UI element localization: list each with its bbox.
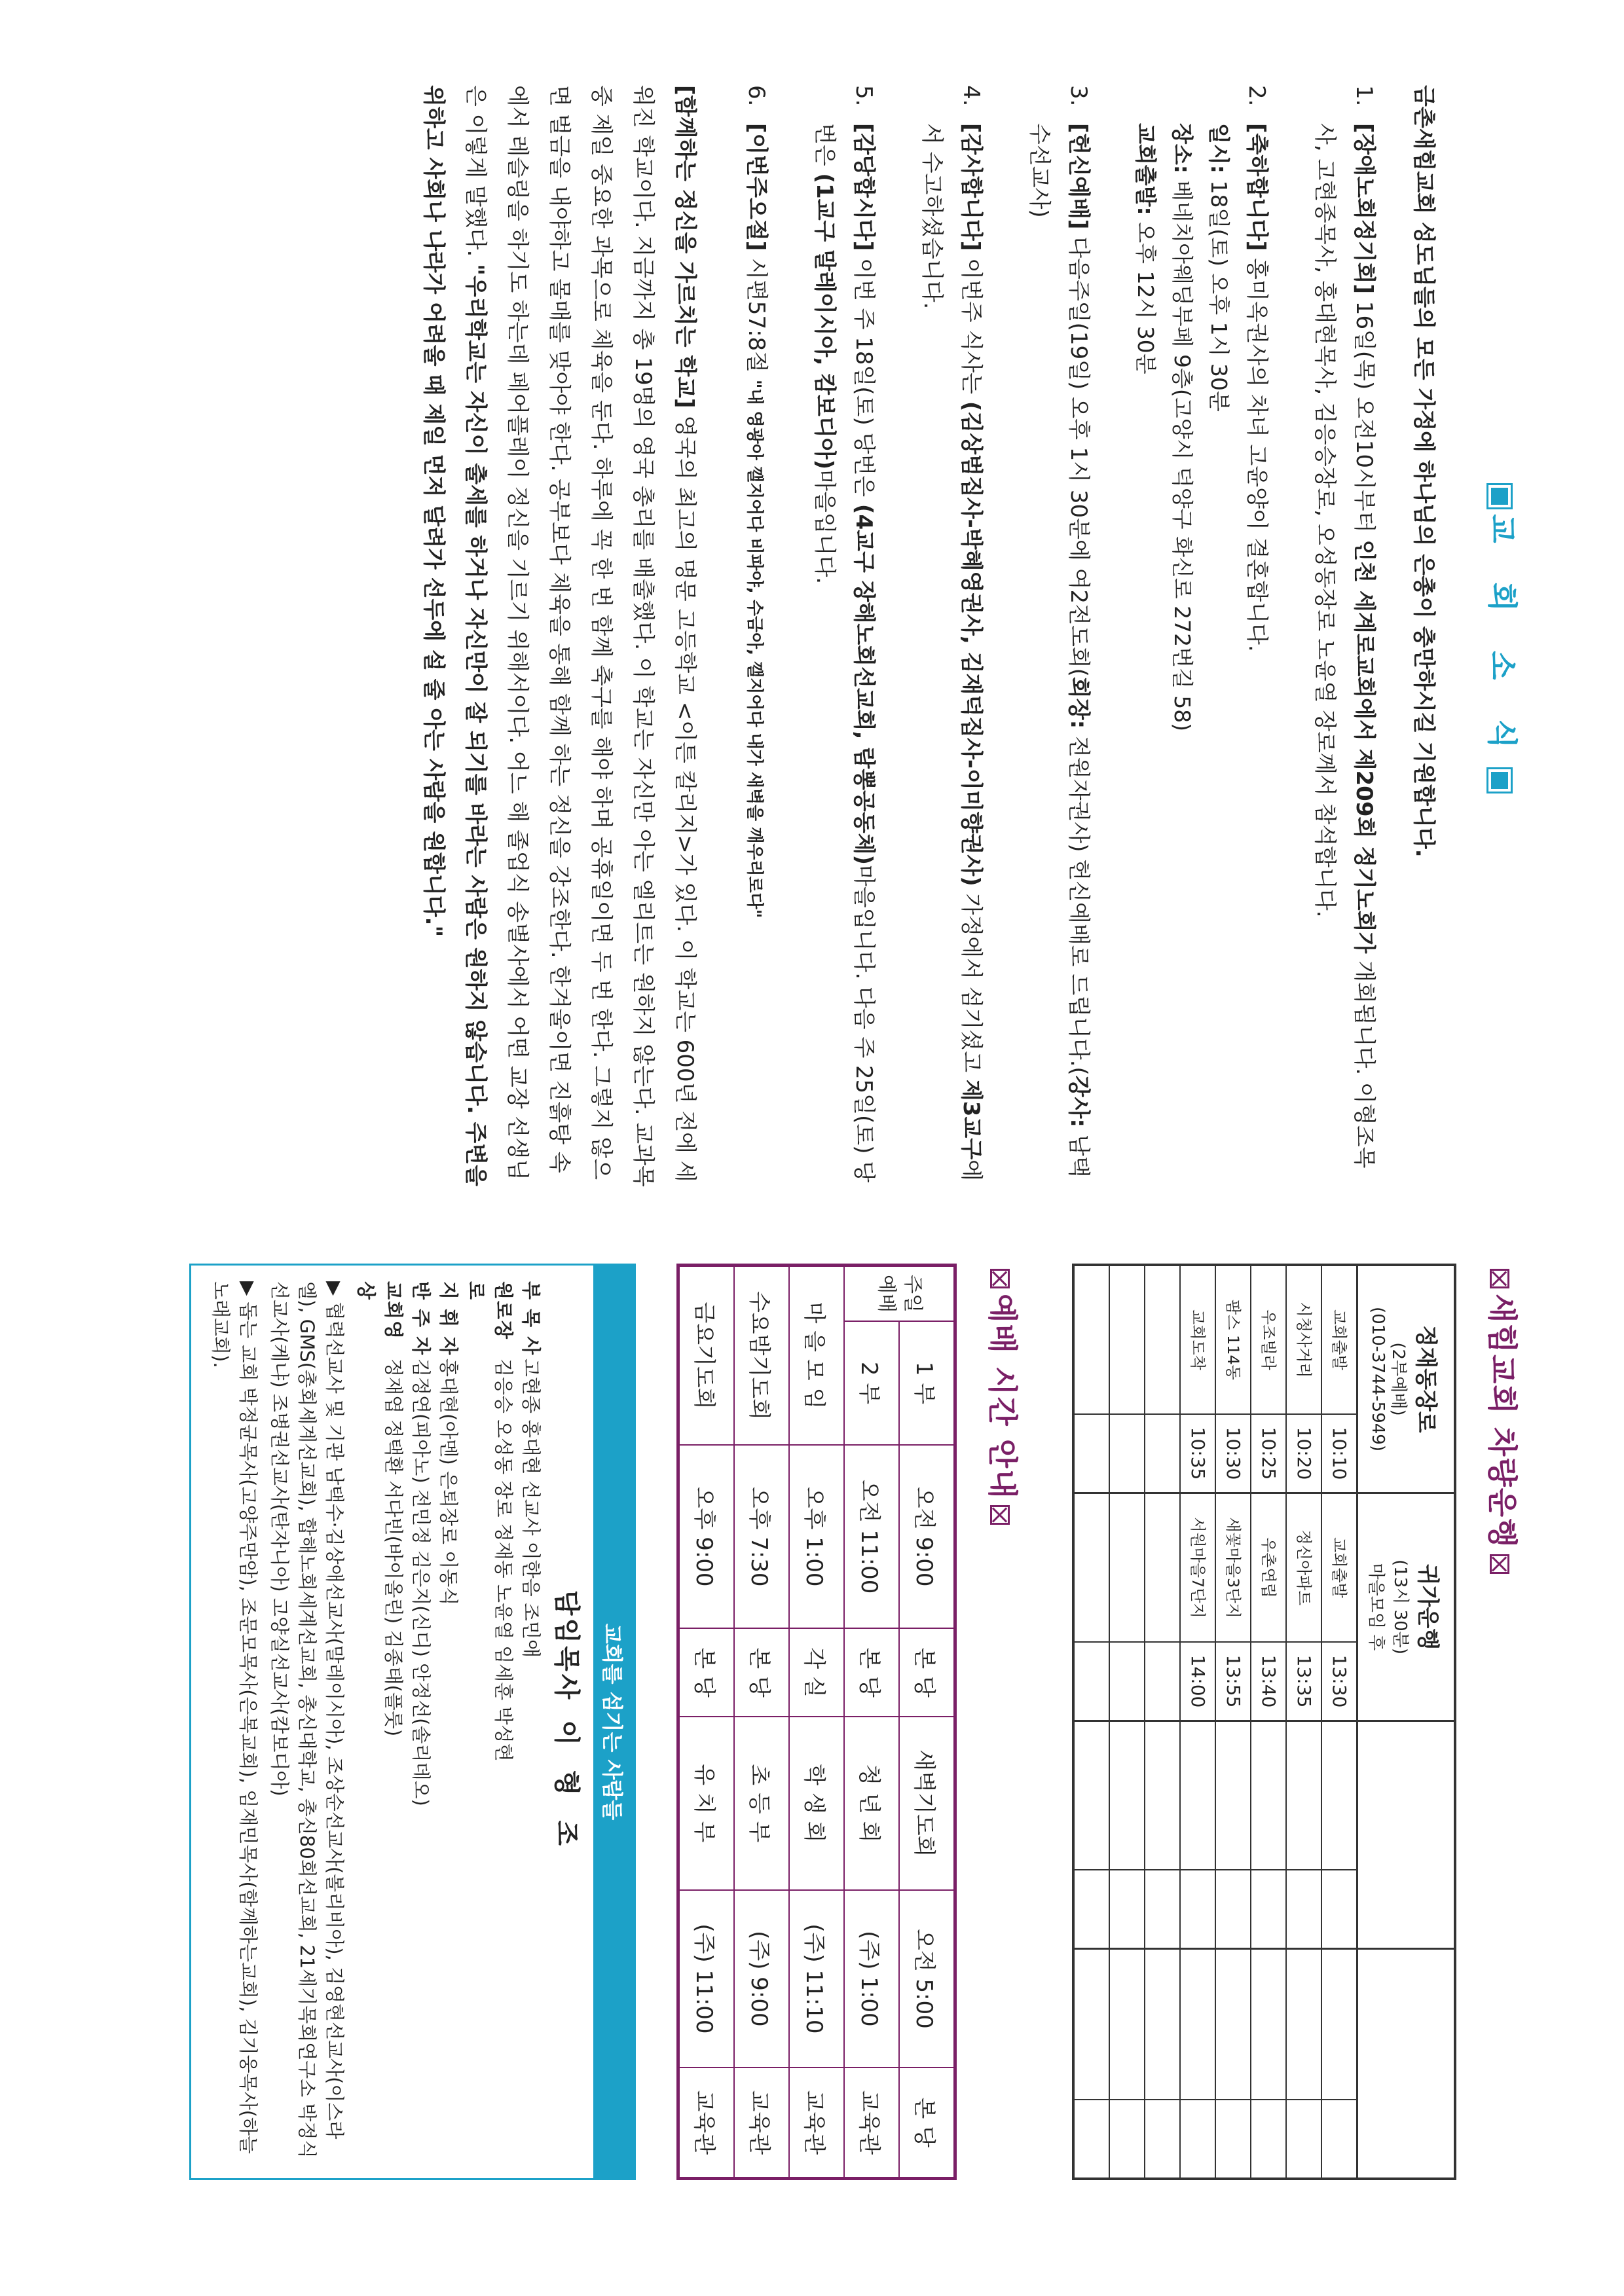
bus-title: 새힘교회 차량운행: [1483, 1264, 1526, 2180]
worship-cell: 금요기도회: [678, 1266, 735, 1445]
minister-row: 지 휘 자 홍대현(아멘) 은퇴장로 이동식: [437, 1281, 460, 1606]
news-intro: 금촌새힘교회 성도님들의 모든 가정에 하나님의 은총이 충만하시길 기원합니다.: [1411, 85, 1437, 858]
worship-cell: 오전 5:00: [899, 1890, 955, 2068]
worship-cell: 오후 7:30: [734, 1445, 789, 1628]
news-item-5: 5. [감당합시다] 이번 주 18일(토) 당번은 (4교구 장해노회선교회, 람뽕공동체)마을입니다. 다음 주 25일(토) 당번은 (1교구 말레이시아, 캄보디아)마을입니다.: [811, 85, 877, 1183]
bus-station: [1287, 1950, 1321, 2100]
partner-missions: ▶ 협력선교사 및 기관 남택수·김상애선교사(말레이시아), 조상순선교사(볼리비아), 김영현선교사(이스라엘), GMS(총회세계선교회), 합해노회세계선교회, 총신대학교, 총신80회선교회, 21세기목회연구소 박정식선교사(케냐) 조병권선교사(탄자니아) 고양실선교사(캄보디아): [268, 1281, 346, 2159]
worship-cell: (주) 11:10: [789, 1890, 844, 2068]
bus-station: 팜스 114동: [1216, 1266, 1250, 1415]
square-icon: [1489, 769, 1511, 792]
bus-time: [1287, 1870, 1321, 1948]
bus-station: [1216, 1722, 1250, 1870]
worship-cell: 교육관: [844, 2068, 899, 2179]
bus-station: [1110, 1950, 1144, 2100]
bus-time: [1181, 1870, 1215, 1948]
worship-cell: 오후 9:00: [678, 1445, 735, 1628]
bus-row: [1144, 1950, 1179, 2178]
minister-row: 교회영상 정재엽 정택환 서다빈(바이올린) 김종태(플룻): [355, 1281, 405, 1737]
minister-row: 반 주 자 김정연(피아노) 전민정 김은지(신디) 안정선(솔리데오): [410, 1281, 432, 1806]
bus-time: [1216, 1870, 1250, 1948]
bus-time: [1145, 1870, 1179, 1948]
bus-time: 10:10: [1329, 1427, 1350, 1480]
worship-row: [678, 1266, 735, 2179]
bus-station: [1110, 1494, 1144, 1643]
bus-station: [1216, 1950, 1250, 2100]
square-icon: [1489, 485, 1511, 507]
bus-station: [1145, 1266, 1179, 1415]
right-panel: [189, 1264, 1526, 2180]
bus-row: [1285, 1950, 1321, 2178]
worship-cell: 새벽기도회: [899, 1717, 955, 1890]
cross-box-icon: [991, 1269, 1010, 1288]
bus-row: [1075, 1722, 1109, 1948]
bus-time: 10:35: [1187, 1427, 1209, 1480]
worship-cell: 청 년 회: [844, 1717, 899, 1890]
bus-time: 13:35: [1293, 1654, 1315, 1708]
cross-box-icon: [1490, 1269, 1510, 1288]
bus-time: 10:30: [1223, 1427, 1244, 1480]
worship-cell: 수요밤기도회: [734, 1266, 789, 1445]
worship-cell: (주) 9:00: [734, 1890, 789, 2068]
bus-station: [1181, 1722, 1215, 1870]
bus-row: [1321, 1494, 1356, 1720]
bus-station: [1251, 1950, 1285, 2100]
worship-title: 예배 시간 안내: [983, 1264, 1026, 2180]
bus-time: [1181, 2100, 1215, 2178]
church-news-section: [413, 85, 1526, 1192]
sunday-worship-label: 주일 예배: [844, 1266, 955, 1322]
bus-row: [1075, 1266, 1109, 1492]
bus-row: [1321, 1266, 1356, 1492]
worship-cell: 본 당: [734, 1628, 789, 1717]
bus-time: [1287, 2100, 1321, 2178]
worship-cell: (주) 11:00: [678, 1890, 735, 2068]
worship-cell: 학 생 회: [789, 1717, 844, 1890]
bus-station: [1110, 1722, 1144, 1870]
bus-station: [1287, 1722, 1321, 1870]
bus-time: [1075, 1643, 1109, 1720]
bus-column-header: [1356, 1950, 1454, 2178]
bus-time: [1322, 1870, 1356, 1948]
bus-row: [1215, 1494, 1250, 1720]
bus-row: [1109, 1950, 1144, 2178]
bus-station: 우조빌라: [1251, 1266, 1285, 1415]
bus-row: [1179, 1950, 1215, 2178]
bus-time: [1110, 2100, 1144, 2178]
worship-row: [899, 1266, 955, 2179]
bus-station: 서원마을7단지: [1181, 1494, 1215, 1643]
bus-column: [1075, 1266, 1454, 1494]
news-title: 교 회 소 식: [1483, 85, 1526, 1192]
bus-station: [1110, 1266, 1144, 1415]
news-item-6: 6. [이번주오절] 시편57:8절 "내 영광아 깰지어다 비파야, 수금아, 깰지어다 내가 새벽을 깨우리로다": [743, 85, 769, 919]
bus-time: [1110, 1643, 1144, 1720]
worship-cell: (주) 1:00: [844, 1890, 899, 2068]
worship-row: [734, 1266, 789, 2179]
bus-station: 우촌연립: [1251, 1494, 1285, 1643]
bus-row: [1250, 1950, 1285, 2178]
news-item-3: 3. [헌신예배] 다음주일(19일) 오후 1시 30분에 여2전도회(회장: 전원자권사) 헌신예배로 드립니다.(강사: 남택수선교사): [1026, 85, 1092, 1178]
bus-time: 13:30: [1329, 1654, 1350, 1708]
bus-column-header: 귀가운행 (13시 30분) 마을모임 후: [1356, 1494, 1454, 1720]
bus-row: [1215, 1722, 1250, 1948]
bus-schedule-grid: [1072, 1264, 1456, 2180]
bus-time: [1110, 1415, 1144, 1492]
worship-cell: 본 당: [678, 1628, 735, 1717]
news-item-1: 1. [장애노회정기회] 16일(목) 오전10시부터 인천 세계로교회에서 제209회 정기노회가 개회됩니다. 이형조목사, 고현종목사, 홍대현목사, 김응승장로, 오성동장로 노윤열 장로께서 참석합니다.: [1312, 85, 1377, 1169]
bus-row: [1144, 1722, 1179, 1948]
bus-time: [1322, 2100, 1356, 2178]
bus-station: [1145, 1494, 1179, 1643]
bus-column: [1075, 1722, 1454, 1950]
bus-row: [1285, 1494, 1321, 1720]
worship-cell: 초 등 부: [734, 1717, 789, 1890]
worship-cell: 교육관: [678, 2068, 735, 2179]
bus-station: 새꽃마을3단지: [1216, 1494, 1250, 1643]
bus-row: [1285, 1722, 1321, 1948]
article: [413, 85, 706, 1192]
worship-cell: 오전 9:00: [899, 1445, 955, 1628]
bus-row: [1321, 1950, 1356, 2178]
bus-row: [1179, 1494, 1215, 1720]
worship-row: [844, 1266, 899, 2179]
bus-time: [1251, 2100, 1285, 2178]
worship-cell: 1 부: [899, 1321, 955, 1445]
bus-row: [1321, 1722, 1356, 1948]
bus-time: 13:55: [1223, 1654, 1244, 1708]
worship-cell: 2 부: [844, 1321, 899, 1445]
bus-row: [1215, 1950, 1250, 2178]
bus-row: [1250, 1266, 1285, 1492]
bus-row: [1144, 1494, 1179, 1720]
bus-row: [1285, 1266, 1321, 1492]
bus-row: [1250, 1722, 1285, 1948]
article-quote: "우리학교는 자신이 출세를 하거나 자신만이 잘 되기를 바라는 사람은 원하지 않습니다. 주변을 위하고 사회나 나라가 어려울 때 제일 먼저 달려가 선두에 설 줄 아는 사람을 원합니다.": [420, 85, 489, 1187]
bus-time: [1216, 2100, 1250, 2178]
worship-cell: 오후 1:00: [789, 1445, 844, 1628]
worship-cell: 본 당: [899, 1628, 955, 1717]
worship-cell: 각 실: [789, 1628, 844, 1717]
bus-station: [1322, 1950, 1356, 2100]
bus-station: [1181, 1950, 1215, 2100]
bus-station: [1075, 1494, 1109, 1643]
bus-row: [1109, 1266, 1144, 1492]
worship-cell: 마 을 모 임: [789, 1266, 844, 1445]
senior-pastor: 담임목사 이 형 조: [551, 1590, 581, 1854]
article-heading: [함께하는 정신을 가르치는 학교]: [672, 85, 698, 409]
bus-station: [1075, 1266, 1109, 1415]
bus-row: [1109, 1722, 1144, 1948]
worship-row: [789, 1266, 844, 2179]
bus-column: [1075, 1494, 1454, 1722]
cross-box-icon: [1490, 1554, 1510, 1574]
worship-cell: 본 당: [899, 2068, 955, 2179]
bus-station: [1075, 1722, 1109, 1870]
cross-box-icon: [991, 1505, 1010, 1525]
bus-time: [1075, 2100, 1109, 2178]
bus-time: 13:40: [1258, 1654, 1280, 1708]
worship-table: [676, 1264, 957, 2180]
bus-time: [1145, 1643, 1179, 1720]
bus-station: [1251, 1722, 1285, 1870]
bus-time: [1110, 1870, 1144, 1948]
minister-row: 부 목 사 고현종 홍대현 선교사 이한음 조민애: [520, 1281, 542, 1658]
worship-cell: 교육관: [789, 2068, 844, 2179]
news-item-2: 2. [축하합니다] 홍미옥권사의 차녀 고윤양이 결혼합니다. 일시: 18일(토) 오후 1시 30분 장소: 베네치아웨딩부페 9층(고양시 덕양구 화신로 272번길 58) 교회출발: 오후 12시 30분: [1133, 85, 1270, 732]
worship-cell: 본 당: [844, 1628, 899, 1717]
bus-row: [1075, 1950, 1109, 2178]
bus-row: [1144, 1266, 1179, 1492]
bus-time: [1075, 1415, 1109, 1492]
bus-time: [1145, 1415, 1179, 1492]
article-body: 영국의 최고의 명문 고등학교 <이튼 칼리지>가 있다. 이 학교는 600년 전에 세워진 학교이다. 지금까지 총 19명의 영국 총리를 배출했다. 이 학교는 자신만 아는 엘리트는 원하지 않는다. 교과목 중 제일 중요한 과목으로 체육을 둔다. 하루에 꼭 한 번 함께 축구를 해야 하며 공휴일이면 두 번 한다. 그렇지 않으면 벌금을 내야하고 몰매를 맞아야 한다. 공부보다 체육을 통해 함께 하는 정신을 강조한다. 한겨울이면 진흙탕 속에서 레슬링을 하기도 하는데 페어플레이 정신을 기르기 위해서이다. 어느 해 졸업식 송별사에서 어떤 교장 선생님은 이렇게 말했다.: [462, 85, 698, 1187]
bus-station: 교회출발: [1322, 1494, 1356, 1643]
worship-cell: 유 치 부: [678, 1717, 735, 1890]
bus-station: 정신아파트: [1287, 1494, 1321, 1643]
bus-station: [1145, 1950, 1179, 2100]
bus-row: [1179, 1266, 1215, 1492]
worship-cell: 오전 11:00: [844, 1445, 899, 1628]
bus-column-header: 정재동장로 (2부예배) (010-3744-5949): [1356, 1266, 1454, 1492]
ministers-bar: 교회를 섬기는 사람들: [593, 1266, 634, 2178]
bus-row: [1215, 1266, 1250, 1492]
bus-time: [1145, 2100, 1179, 2178]
bus-column-header: [1356, 1722, 1454, 1948]
bus-row: [1109, 1494, 1144, 1720]
bus-time: 14:00: [1187, 1654, 1209, 1708]
worship-cell: 교육관: [734, 2068, 789, 2179]
bus-station: [1075, 1950, 1109, 2100]
ministers-box: [189, 1264, 636, 2180]
supporting-churches: ▶ 돕는 교회 박정균목사(고양주만암), 조문모목사(은복교회), 임재민목사(함께하는교회), 김기웅목사(하늘노래교회).: [210, 1281, 259, 2155]
bus-station: [1322, 1722, 1356, 1870]
news-item-4: 4. [감사합니다] 이번주 식사는 (김상범집사-박혜영권사, 김재덕집사-이미향권사) 가정에서 섬기셨고 제3교구에서 수고하셨습니다.: [919, 85, 984, 1181]
bus-station: 시청사거리: [1287, 1266, 1321, 1415]
bus-station: 교회도착: [1181, 1266, 1215, 1415]
bus-time: 10:20: [1293, 1427, 1315, 1480]
bus-station: 교회출발: [1322, 1266, 1356, 1415]
bus-row: [1179, 1722, 1215, 1948]
bus-station: [1145, 1722, 1179, 1870]
bus-time: [1251, 1870, 1285, 1948]
bus-time: 10:25: [1258, 1427, 1280, 1480]
bus-time: [1075, 1870, 1109, 1948]
minister-row: 원로장로 김응승 오성동 장로 정재동 노윤열 임세훈 박성현: [465, 1281, 515, 1762]
bus-row: [1075, 1494, 1109, 1720]
bus-row: [1250, 1494, 1285, 1720]
bus-column: [1075, 1950, 1454, 2178]
